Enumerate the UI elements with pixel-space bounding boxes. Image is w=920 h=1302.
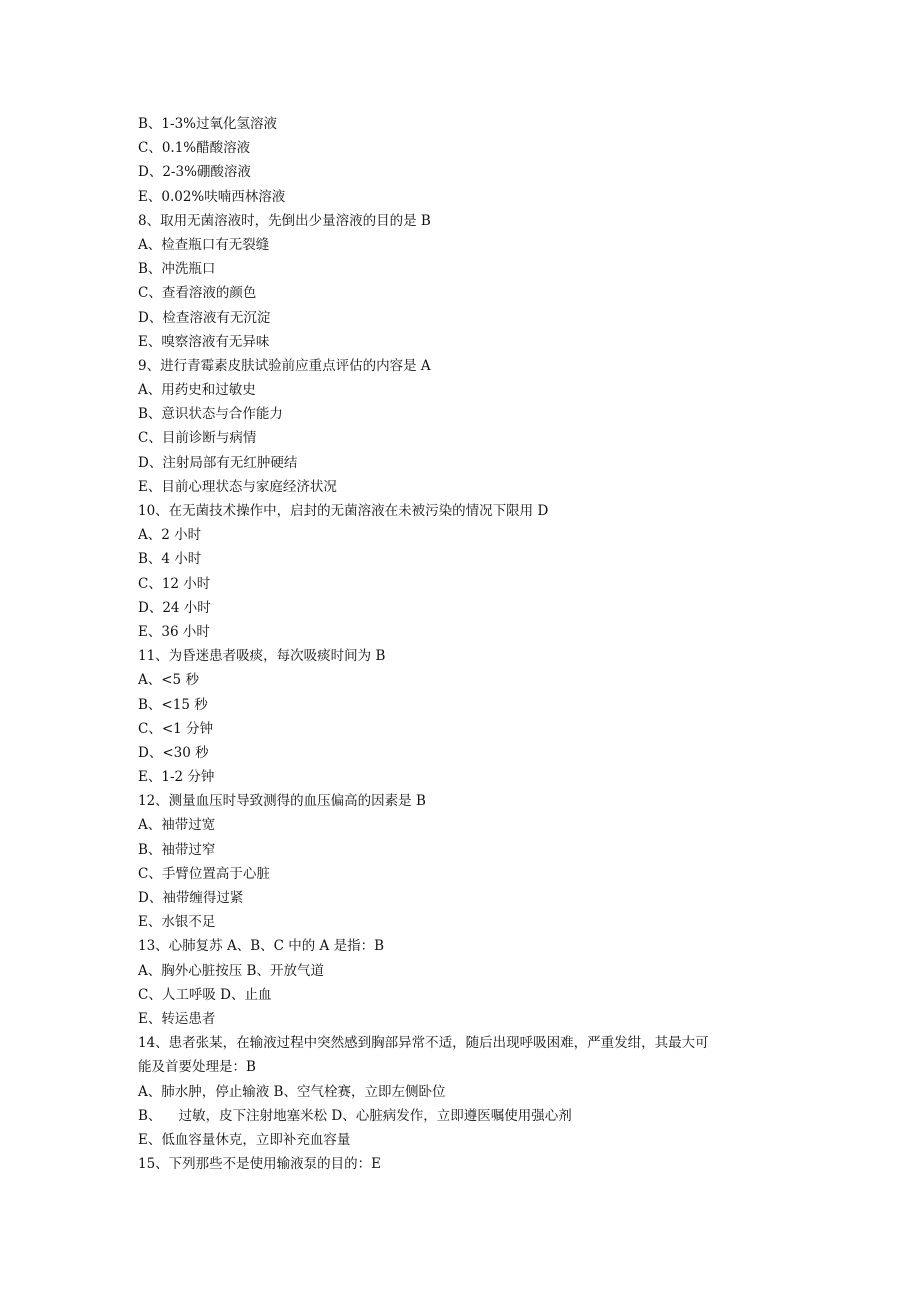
text-line: C、0.1%醋酸溶液 xyxy=(138,140,251,157)
text-line: 10、在无菌技术操作中，启封的无菌溶液在未被污染的情况下限用 D xyxy=(138,503,549,519)
text-line: C、12 小时 xyxy=(138,575,211,592)
text-line: E、目前心理状态与家庭经济状况 xyxy=(138,478,337,495)
text-line: 8、取用无菌溶液时，先倒出少量溶液的目的是 B xyxy=(138,212,431,229)
text-line: A、2 小时 xyxy=(138,527,202,544)
text-line: 12、测量血压时导致测得的血压偏高的因素是 B xyxy=(138,793,426,810)
text-line: B、冲洗瓶口 xyxy=(138,261,216,278)
text-line: E、水银不足 xyxy=(138,914,216,931)
text-line: 13、心肺复苏 A、B、C 中的 A 是指：B xyxy=(138,938,385,955)
text-line: C、目前诊断与病情 xyxy=(138,430,257,447)
text-line: A、肺水肿，停止输液 B、空气栓赛，立即左侧卧位 xyxy=(138,1083,446,1100)
text-line: D、2-3%硼酸溶液 xyxy=(138,164,251,181)
text-line: E、嗅察溶液有无异味 xyxy=(138,333,270,350)
text-line: A、<5 秒 xyxy=(138,672,199,689)
text-line: B、4 小时 xyxy=(138,551,202,568)
question-text-lines xyxy=(138,112,798,1176)
text-line: B、 过敏，皮下注射地塞米松 D、心脏病发作，立即遵医嘱使用强心剂 xyxy=(138,1107,572,1124)
text-line: D、检查溶液有无沉淀 xyxy=(138,309,271,326)
text-line: E、转运患者 xyxy=(138,1010,216,1027)
text-line: 15、下列那些不是使用输液泵的目的：E xyxy=(138,1156,382,1173)
text-line: B、意识状态与合作能力 xyxy=(138,406,283,423)
text-line: E、0.02%呋喃西林溶液 xyxy=(138,188,286,205)
text-line: 9、进行青霉素皮肤试验前应重点评估的内容是 A xyxy=(138,357,431,374)
text-line: C、人工呼吸 D、止血 xyxy=(138,986,272,1003)
text-line: D、注射局部有无红肿硬结 xyxy=(138,454,298,471)
text-line: B、<15 秒 xyxy=(138,696,208,713)
text-line: E、低血容量休克，立即补充血容量 xyxy=(138,1131,351,1148)
text-line: C、查看溶液的颜色 xyxy=(138,285,257,302)
text-line: D、袖带缠得过紧 xyxy=(138,890,244,906)
text-line: A、用药史和过敏史 xyxy=(138,382,256,399)
text-line: C、<1 分钟 xyxy=(138,720,214,737)
text-line: B、袖带过窄 xyxy=(138,841,216,858)
text-line: B、1-3%过氧化氢溶液 xyxy=(138,116,277,132)
text-line: A、袖带过宽 xyxy=(138,817,216,834)
text-line: D、24 小时 xyxy=(138,599,211,616)
text-line: A、检查瓶口有无裂缝 xyxy=(138,236,270,253)
text-line: C、手臂位置高于心脏 xyxy=(138,865,270,882)
text-line: 11、为昏迷患者吸痰，每次吸痰时间为 B xyxy=(138,648,386,665)
text-line: 能及首要处理是：B xyxy=(138,1059,256,1076)
text-line: D、<30 秒 xyxy=(138,744,209,761)
text-line: A、胸外心脏按压 B、开放气道 xyxy=(138,962,324,979)
text-line: E、1-2 分钟 xyxy=(138,769,215,786)
text-line: E、36 小时 xyxy=(138,623,210,640)
text-line: 14、患者张某，在输液过程中突然感到胸部异常不适，随后出现呼吸困难，严重发绀，其最大可 xyxy=(138,1035,709,1052)
